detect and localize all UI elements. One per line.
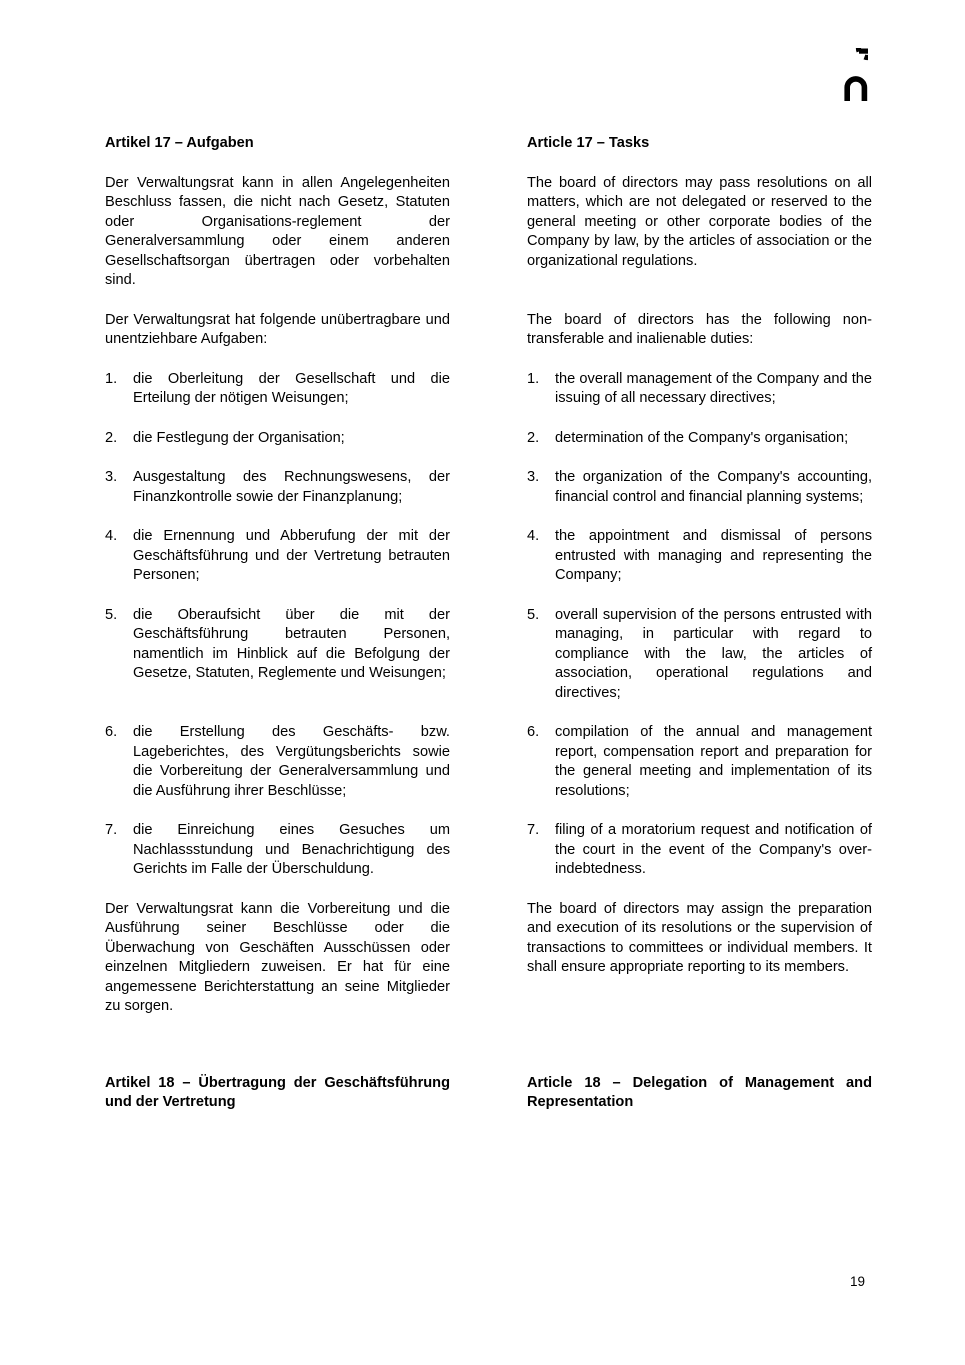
list-text-de: die Festlegung der Organisation; [133,429,345,446]
item-de [105,527,450,586]
item-de [105,821,450,880]
list-text-en: the overall management of the Company and the issuing of all necessary directives; [555,370,872,406]
para-en: The board of directors may assign the preparation and execution of its resolutions or the supervision of transactions to committees or individual members. It shall ensure appropriate reporting to its members. [527,900,872,975]
list-number: 1. [527,370,540,387]
para-en: The board of directors may pass resolutions on all matters, which are not delegated or reserved to the general meeting or other corporate bodies of the Company by law, by the articles of association or the organizational regulations. [527,174,872,269]
item-en [527,606,872,704]
item-en [527,821,872,880]
para-de: Der Verwaltungsrat kann in allen Angelegenheiten Beschluss fassen, die nicht nach Gesetz, Statuten oder Organisations-reglement der Generalversammlung oder einem anderen Gesellschaftsorgan übertragen oder vorbehalten sind. [105,174,450,288]
item-en [527,527,872,586]
list-text-de: Ausgestaltung des Rechnungswesens, der Finanzkontrolle sowie der Finanzplanung; [133,469,450,505]
item-row [105,429,872,449]
item-row [105,606,872,704]
list-number: 4. [105,528,118,544]
list-number: 5. [105,606,118,623]
para-de: Der Verwaltungsrat hat folgende unübertragbare und unentziehbare Aufgaben: [105,311,450,347]
list-number: 1. [105,370,118,387]
item-de [105,468,450,507]
para-de: Der Verwaltungsrat kann die Vorbereitung und die Ausführung seiner Beschlüsse oder die Überwachung von Geschäften Ausschüssen oder einzelnen Mitgliedern zuweisen. Er hat für eine angemessene Berichterstattung an seine Mitglieder zu sorgen. [105,900,450,1014]
list-number: 6. [527,724,540,740]
list-number: 3. [527,469,540,485]
item-en [527,429,872,449]
on-logo [844,48,868,102]
heading-de: Artikel 17 – Aufgaben [105,135,254,151]
heading-en: Article 18 – Delegation of Management and Representation [527,1074,872,1110]
list-text-de: die Ernennung und Abberufung der mit der Geschäftsführung und der Vertretung betrauten Personen; [133,528,450,583]
item-row [105,370,872,409]
list-text-en: filing of a moratorium request and notification of the court in the event of the Company's over-indebtedness. [555,822,872,877]
heading-row [105,134,872,154]
item-row [105,723,872,801]
item-en [527,468,872,507]
list-number: 7. [527,822,540,838]
list-number: 4. [527,528,540,544]
para-row [105,900,872,1017]
list-number: 6. [105,724,118,740]
item-de [105,723,450,801]
para-row [105,311,872,350]
heading-de: Artikel 18 – Übertragung der Geschäftsführung und der Vertretung [105,1074,450,1110]
list-number: 3. [105,469,118,485]
item-row [105,468,872,507]
item-de [105,429,450,449]
para-row [105,174,872,291]
item-de [105,606,450,704]
on-logo-icon [844,48,868,102]
list-text-en: compilation of the annual and management report, compensation report and preparation for the general meeting and implementation of its resolutions; [555,724,872,799]
list-text-de: die Oberleitung der Gesellschaft und die Erteilung der nötigen Weisungen; [133,370,450,406]
heading-row [105,1074,872,1113]
item-de [105,370,450,409]
list-number: 2. [527,429,540,446]
list-number: 5. [527,606,540,623]
list-text-en: determination of the Company's organisation; [555,429,849,446]
document-body [105,134,872,1133]
list-number: 2. [105,429,118,446]
item-en [527,370,872,409]
list-text-en: the organization of the Company's accounting, financial control and financial planning systems; [555,469,872,505]
item-row [105,527,872,586]
item-row [105,821,872,880]
heading-en: Article 17 – Tasks [527,135,650,151]
list-text-en: the appointment and dismissal of persons entrusted with managing and representing the Company; [555,528,872,583]
list-text-de: die Oberaufsicht über die mit der Geschäftsführung betrauten Personen, namentlich im Hinblick auf die Befolgung der Gesetze, Statuten, Reglemente und Weisungen; [133,606,450,681]
item-en [527,723,872,801]
list-text-en: overall supervision of the persons entrusted with managing, in particular with regard to compliance with the law, the articles of association, operational regulations and directives; [555,606,872,701]
list-text-de: die Einreichung eines Gesuches um Nachlassstundung und Benachrichtigung des Gerichts im Falle der Überschuldung. [133,822,450,877]
page-number: 19 [849,1274,865,1289]
para-en: The board of directors has the following non-transferable and inalienable duties: [527,311,872,347]
list-number: 7. [105,822,118,838]
list-text-de: die Erstellung des Geschäfts- bzw. Lageberichtes, des Vergütungsberichts sowie die Vorbereitung der Generalversammlung und die Ausführung ihrer Beschlüsse; [133,724,450,799]
